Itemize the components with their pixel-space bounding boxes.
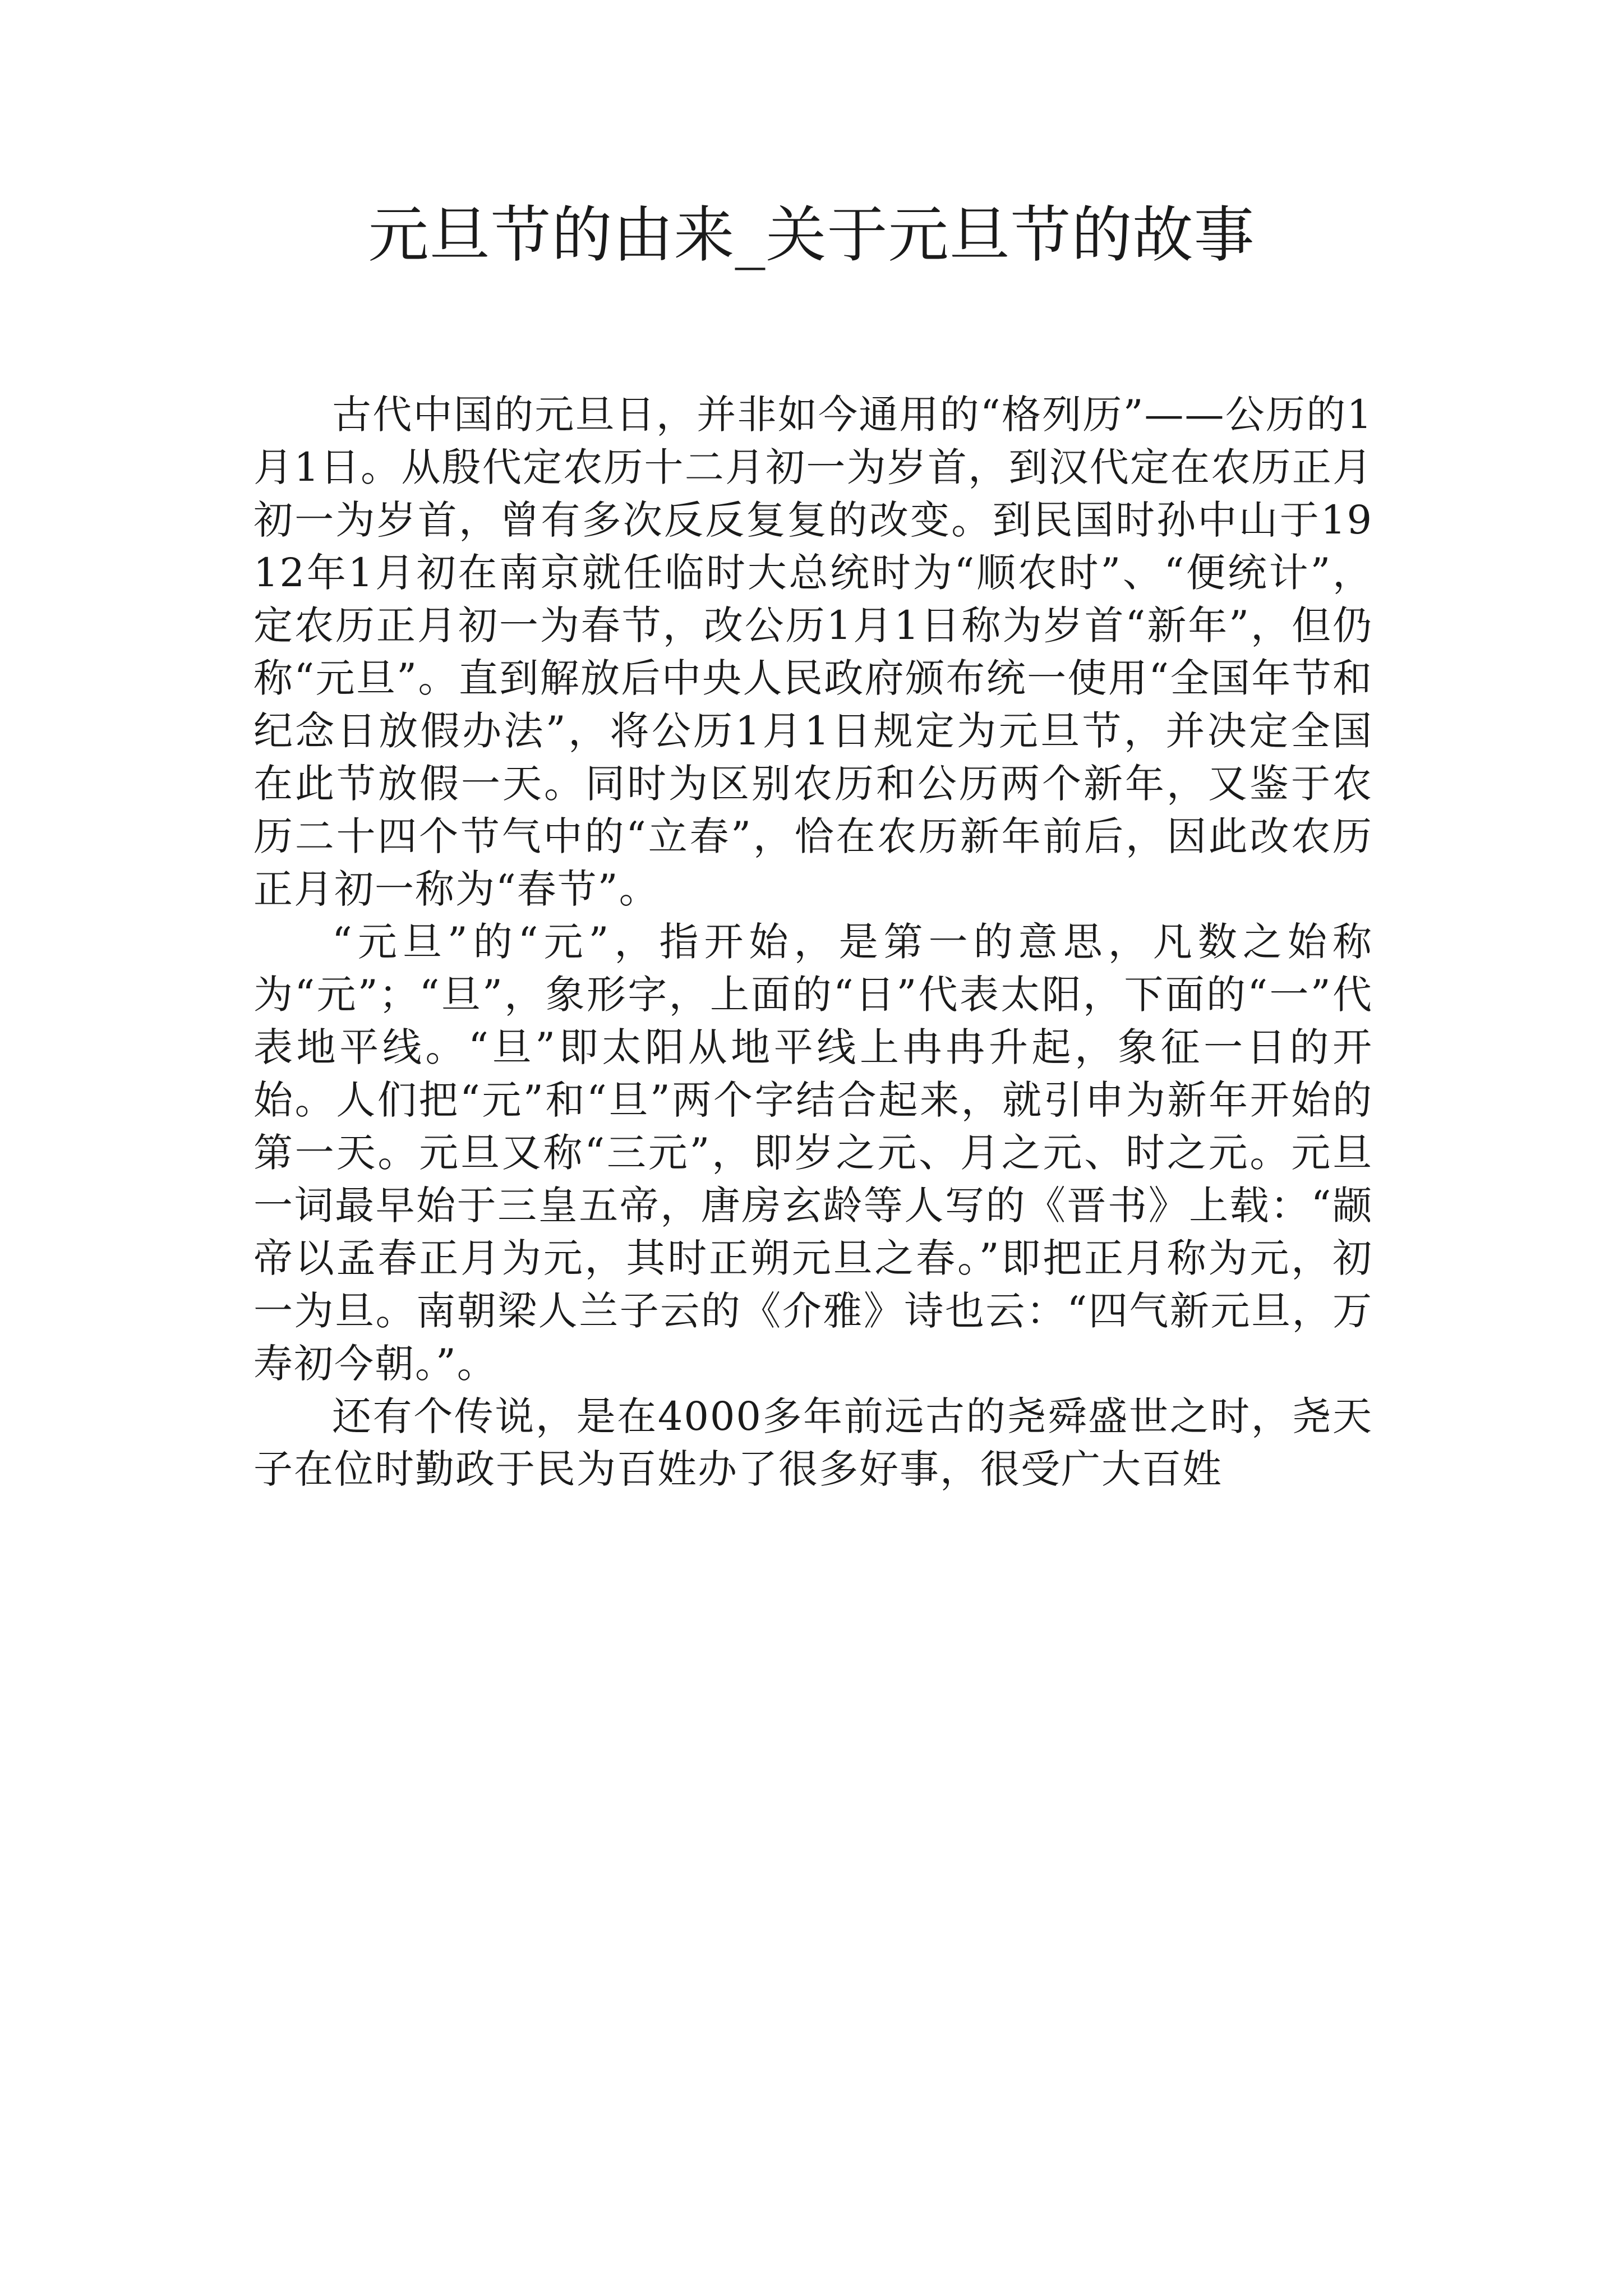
paragraph-2: “元旦”的“元”，指开始，是第一的意思，凡数之始称为“元”；“旦”，象形字，上面的“日”代表太阳，下面的“一”代表地平线。“旦”即太阳从地平线上冉冉升起，象征一日的开始。人们把“元”和“旦”两个字结合起来，就引申为新年开始的第一天。元旦又称“三元”，即岁之元、月之元、时之元。元旦一词最早始于三皇五帝，唐房玄龄等人写的《晋书》上载：“颛帝以孟春正月为元，其时正朔元旦之春。”即把正月称为元，初一为旦。南朝梁人兰子云的《介雅》诗也云：“四气新元旦，万寿初今朝。”。 xyxy=(253,919,1373,1387)
document-title: 元旦节的由来_关于元旦节的故事 xyxy=(368,200,1255,270)
document-body xyxy=(253,388,1373,1496)
paragraph-3: 还有个传说，是在4000多年前远古的尧舜盛世之时，尧天子在位时勤政于民为百姓办了很多好事，很受广大百姓 xyxy=(253,1393,1373,1492)
paragraph-1: 古代中国的元旦日，并非如今通用的“格列历”——公历的1月1日。从殷代定农历十二月初一为岁首，到汉代定在农历正月初一为岁首，曾有多次反反复复的改变。到民国时孙中山于1912年1月初在南京就任临时大总统时为“顺农时”、“便统计”，定农历正月初一为春节，改公历1月1日称为岁首“新年”，但仍称“元旦”。直到解放后中央人民政府颁布统一使用“全国年节和纪念日放假办法”，将公历1月1日规定为元旦节，并决定全国在此节放假一天。同时为区别农历和公历两个新年，又鉴于农历二十四个节气中的“立春”，恰在农历新年前后，因此改农历正月初一称为“春节”。 xyxy=(253,392,1373,912)
